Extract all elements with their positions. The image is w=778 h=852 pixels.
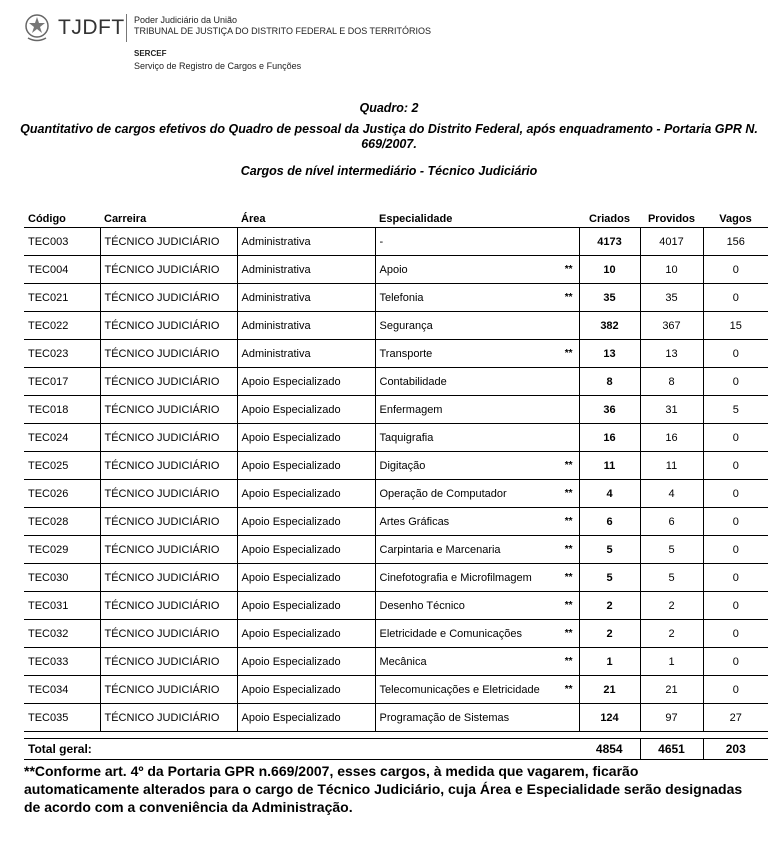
cell-providos: 10 (640, 256, 703, 284)
cell-especialidade: Segurança (375, 312, 545, 340)
cell-vagos: 0 (703, 592, 768, 620)
cell-codigo: TEC032 (24, 620, 100, 648)
cell-carreira: TÉCNICO JUDICIÁRIO (100, 480, 237, 508)
cell-especialidade: Taquigrafia (375, 424, 545, 452)
cell-codigo: TEC003 (24, 228, 100, 256)
cell-carreira: TÉCNICO JUDICIÁRIO (100, 424, 237, 452)
cell-area: Apoio Especializado (237, 620, 375, 648)
cell-vagos: 0 (703, 284, 768, 312)
cell-providos: 4017 (640, 228, 703, 256)
cell-providos: 97 (640, 704, 703, 732)
cell-carreira: TÉCNICO JUDICIÁRIO (100, 284, 237, 312)
cell-carreira: TÉCNICO JUDICIÁRIO (100, 340, 237, 368)
cell-especialidade: Eletricidade e Comunicações (375, 620, 545, 648)
table-row (24, 312, 768, 340)
cell-marca: ** (545, 620, 579, 648)
org-line-1: Poder Judiciário da União (134, 15, 238, 25)
cell-providos: 16 (640, 424, 703, 452)
cell-codigo: TEC021 (24, 284, 100, 312)
cell-area: Apoio Especializado (237, 396, 375, 424)
cell-providos: 4 (640, 480, 703, 508)
cell-providos: 5 (640, 564, 703, 592)
cell-marca: ** (545, 536, 579, 564)
cell-criados: 36 (579, 396, 640, 424)
cell-codigo: TEC025 (24, 452, 100, 480)
cell-criados: 4173 (579, 228, 640, 256)
cell-vagos: 0 (703, 368, 768, 396)
cell-criados: 21 (579, 676, 640, 704)
cell-providos: 367 (640, 312, 703, 340)
cell-marca: ** (545, 676, 579, 704)
cell-criados: 382 (579, 312, 640, 340)
table-row (24, 368, 768, 396)
cell-providos: 13 (640, 340, 703, 368)
document-header (24, 12, 764, 82)
coat-of-arms-icon (24, 12, 50, 44)
cell-providos: 21 (640, 676, 703, 704)
cell-providos: 6 (640, 508, 703, 536)
cell-vagos: 0 (703, 620, 768, 648)
cell-marca: ** (545, 340, 579, 368)
cell-providos: 1 (640, 648, 703, 676)
cell-carreira: TÉCNICO JUDICIÁRIO (100, 704, 237, 732)
table-row (24, 340, 768, 368)
cell-area: Administrativa (237, 340, 375, 368)
total-providos: 4651 (640, 739, 703, 760)
cell-marca (545, 424, 579, 452)
cell-providos: 31 (640, 396, 703, 424)
cell-codigo: TEC028 (24, 508, 100, 536)
header-codigo: Código (24, 205, 100, 228)
document-titles (0, 101, 778, 178)
cell-providos: 8 (640, 368, 703, 396)
cell-providos: 2 (640, 592, 703, 620)
document-subtitle: Cargos de nível intermediário - Técnico Judiciário (240, 164, 538, 178)
cell-area: Apoio Especializado (237, 452, 375, 480)
header-marca (545, 205, 579, 228)
cell-carreira: TÉCNICO JUDICIÁRIO (100, 620, 237, 648)
cell-carreira: TÉCNICO JUDICIÁRIO (100, 536, 237, 564)
cell-marca: ** (545, 452, 579, 480)
cell-area: Apoio Especializado (237, 480, 375, 508)
cell-area: Apoio Especializado (237, 424, 375, 452)
logo-text: TJDFT (58, 16, 125, 39)
cell-marca: ** (545, 648, 579, 676)
header-especialidade: Especialidade (375, 205, 545, 228)
cell-area: Apoio Especializado (237, 592, 375, 620)
cell-criados: 8 (579, 368, 640, 396)
cell-marca: ** (545, 592, 579, 620)
cell-vagos: 0 (703, 648, 768, 676)
cell-codigo: TEC022 (24, 312, 100, 340)
cell-especialidade: Carpintaria e Marcenaria (375, 536, 545, 564)
cell-codigo: TEC035 (24, 704, 100, 732)
cell-especialidade: Apoio (375, 256, 545, 284)
table-row (24, 228, 768, 256)
cell-criados: 35 (579, 284, 640, 312)
cell-codigo: TEC029 (24, 536, 100, 564)
table-row (24, 536, 768, 564)
cell-vagos: 0 (703, 452, 768, 480)
cell-criados: 6 (579, 508, 640, 536)
table-row (24, 480, 768, 508)
cell-carreira: TÉCNICO JUDICIÁRIO (100, 396, 237, 424)
cell-vagos: 0 (703, 256, 768, 284)
cell-especialidade: Cinefotografia e Microfilmagem (375, 564, 545, 592)
cell-area: Apoio Especializado (237, 508, 375, 536)
cell-especialidade: Programação de Sistemas (375, 704, 545, 732)
cell-vagos: 0 (703, 676, 768, 704)
cell-especialidade: Artes Gráficas (375, 508, 545, 536)
cell-codigo: TEC018 (24, 396, 100, 424)
cell-especialidade: Operação de Computador (375, 480, 545, 508)
cell-carreira: TÉCNICO JUDICIÁRIO (100, 648, 237, 676)
cell-marca: ** (545, 508, 579, 536)
cell-criados: 2 (579, 592, 640, 620)
cell-carreira: TÉCNICO JUDICIÁRIO (100, 676, 237, 704)
dept-name: Serviço de Registro de Cargos e Funções (134, 61, 302, 71)
cell-area: Administrativa (237, 284, 375, 312)
cell-codigo: TEC023 (24, 340, 100, 368)
cell-marca (545, 228, 579, 256)
cell-codigo: TEC004 (24, 256, 100, 284)
cell-carreira: TÉCNICO JUDICIÁRIO (100, 508, 237, 536)
cell-especialidade: Enfermagem (375, 396, 545, 424)
table-row (24, 676, 768, 704)
cell-area: Administrativa (237, 256, 375, 284)
cell-marca (545, 368, 579, 396)
cell-criados: 4 (579, 480, 640, 508)
total-vagos: 203 (703, 739, 768, 760)
cell-vagos: 5 (703, 396, 768, 424)
cell-area: Administrativa (237, 312, 375, 340)
cell-carreira: TÉCNICO JUDICIÁRIO (100, 228, 237, 256)
cell-criados: 5 (579, 564, 640, 592)
table-row (24, 424, 768, 452)
cell-vagos: 15 (703, 312, 768, 340)
cell-carreira: TÉCNICO JUDICIÁRIO (100, 564, 237, 592)
cell-area: Apoio Especializado (237, 564, 375, 592)
cell-vagos: 0 (703, 424, 768, 452)
cell-carreira: TÉCNICO JUDICIÁRIO (100, 312, 237, 340)
cell-vagos: 0 (703, 508, 768, 536)
cell-codigo: TEC034 (24, 676, 100, 704)
header-carreira: Carreira (100, 205, 237, 228)
total-spacer (24, 732, 768, 739)
cell-criados: 16 (579, 424, 640, 452)
cell-area: Administrativa (237, 228, 375, 256)
cell-vagos: 0 (703, 480, 768, 508)
cell-codigo: TEC031 (24, 592, 100, 620)
cell-vagos: 0 (703, 564, 768, 592)
cell-criados: 10 (579, 256, 640, 284)
cell-area: Apoio Especializado (237, 368, 375, 396)
cell-codigo: TEC026 (24, 480, 100, 508)
cell-vagos: 156 (703, 228, 768, 256)
cell-especialidade: Transporte (375, 340, 545, 368)
cell-area: Apoio Especializado (237, 536, 375, 564)
table-row (24, 452, 768, 480)
cell-especialidade: - (375, 228, 545, 256)
table-row (24, 256, 768, 284)
org-line-2: TRIBUNAL DE JUSTIÇA DO DISTRITO FEDERAL E DOS TERRITÓRIOS (134, 26, 432, 36)
cell-criados: 2 (579, 620, 640, 648)
cell-carreira: TÉCNICO JUDICIÁRIO (100, 592, 237, 620)
cell-marca: ** (545, 284, 579, 312)
cell-especialidade: Telecomunicações e Eletricidade (375, 676, 545, 704)
cell-criados: 1 (579, 648, 640, 676)
footnote: **Conforme art. 4º da Portaria GPR n.669/2007, esses cargos, à medida que vagarem, ficarão automaticamente alterados para o cargo de Técnico Judiciário, cuja Área e Especialidade serão designadas de acordo com a conveniência da Administração. (24, 763, 743, 815)
cell-marca: ** (545, 564, 579, 592)
cell-providos: 35 (640, 284, 703, 312)
cell-especialidade: Telefonia (375, 284, 545, 312)
cell-codigo: TEC030 (24, 564, 100, 592)
cell-marca (545, 704, 579, 732)
cell-criados: 13 (579, 340, 640, 368)
cell-criados: 11 (579, 452, 640, 480)
cell-especialidade: Digitação (375, 452, 545, 480)
header-vagos: Vagos (703, 205, 768, 228)
document-title: Quantitativo de cargos efetivos do Quadro de pessoal da Justiça do Distrito Federal, após enquadramento - Portaria GPR N. 669/2007. (20, 122, 758, 151)
cell-carreira: TÉCNICO JUDICIÁRIO (100, 368, 237, 396)
cell-vagos: 0 (703, 536, 768, 564)
cell-area: Apoio Especializado (237, 676, 375, 704)
cell-vagos: 0 (703, 340, 768, 368)
cell-especialidade: Desenho Técnico (375, 592, 545, 620)
cell-vagos: 27 (703, 704, 768, 732)
logo-divider (126, 14, 127, 42)
cell-carreira: TÉCNICO JUDICIÁRIO (100, 452, 237, 480)
cell-providos: 2 (640, 620, 703, 648)
total-row (24, 739, 768, 760)
table-header-row (24, 205, 768, 228)
cell-providos: 11 (640, 452, 703, 480)
table-row (24, 396, 768, 424)
dept-code: SERCEF (134, 49, 167, 58)
table-row (24, 592, 768, 620)
cell-marca (545, 312, 579, 340)
header-criados: Criados (579, 205, 640, 228)
table-row (24, 648, 768, 676)
header-providos: Providos (640, 205, 703, 228)
cell-codigo: TEC017 (24, 368, 100, 396)
cell-criados: 124 (579, 704, 640, 732)
cell-criados: 5 (579, 536, 640, 564)
cell-marca: ** (545, 480, 579, 508)
header-area: Área (237, 205, 375, 228)
table-row (24, 620, 768, 648)
cell-area: Apoio Especializado (237, 648, 375, 676)
quadro-label: Quadro: 2 (359, 101, 419, 115)
table-row (24, 564, 768, 592)
total-criados: 4854 (579, 739, 640, 760)
table-row (24, 284, 768, 312)
cell-codigo: TEC033 (24, 648, 100, 676)
cell-providos: 5 (640, 536, 703, 564)
table-row (24, 508, 768, 536)
cell-marca: ** (545, 256, 579, 284)
cell-carreira: TÉCNICO JUDICIÁRIO (100, 256, 237, 284)
cell-marca (545, 396, 579, 424)
cell-especialidade: Mecânica (375, 648, 545, 676)
cell-codigo: TEC024 (24, 424, 100, 452)
cargos-table (24, 205, 768, 760)
table-row (24, 704, 768, 732)
cell-area: Apoio Especializado (237, 704, 375, 732)
cell-especialidade: Contabilidade (375, 368, 545, 396)
total-label: Total geral: (24, 739, 579, 760)
